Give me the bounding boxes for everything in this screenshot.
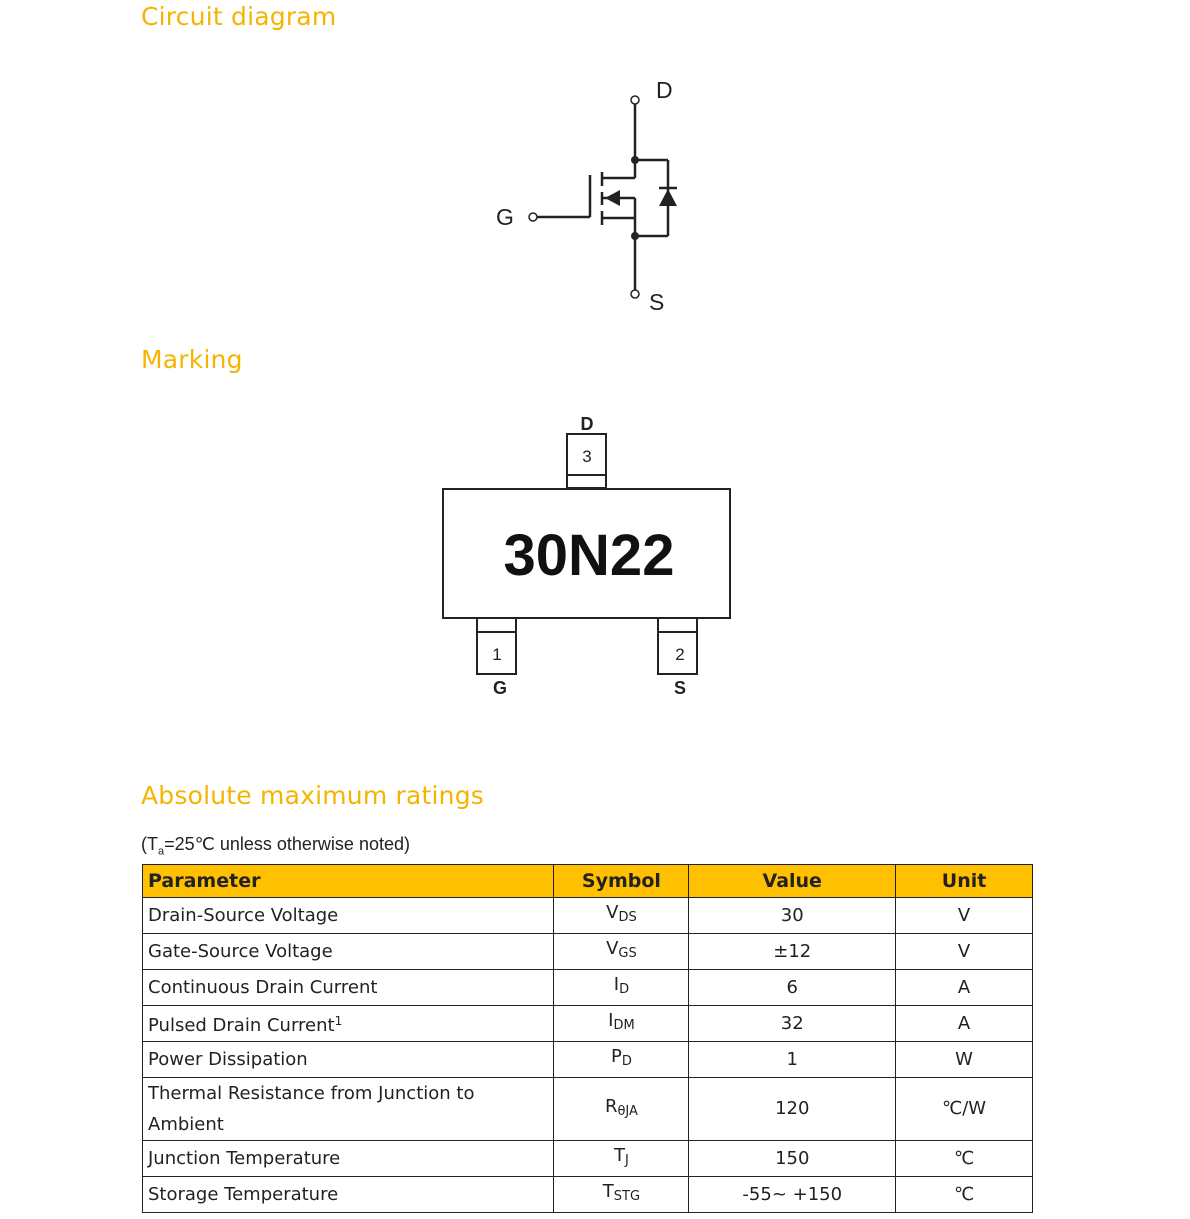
table-row (143, 1042, 1033, 1078)
row-value: 6 (689, 970, 896, 1006)
row-value: 150 (689, 1141, 896, 1177)
row-symbol: $T_{STG}$ (554, 1177, 689, 1213)
mosfet-schematic (480, 72, 700, 322)
row-symbol: $P_D$ (554, 1042, 689, 1078)
row-value: 120 (689, 1078, 896, 1141)
table-row (143, 970, 1033, 1006)
pin1-label: G (492, 678, 508, 698)
drain-label: D (656, 77, 673, 103)
ratings-table (142, 864, 1033, 1213)
row-unit: V (896, 934, 1033, 970)
header-value: Value (689, 865, 896, 898)
row-unit: W (896, 1042, 1033, 1078)
pin2-number: 2 (675, 645, 685, 664)
row-unit: A (896, 1006, 1033, 1042)
pin3-label: D (580, 414, 594, 434)
row-unit: ℃ (896, 1141, 1033, 1177)
row-value: 30 (689, 898, 896, 934)
table-row (143, 1177, 1033, 1213)
header-symbol: Symbol (554, 865, 689, 898)
row-symbol: $V_{DS}$ (554, 898, 689, 934)
table-row (143, 898, 1033, 934)
row-parameter: Continuous Drain Current (143, 970, 554, 1006)
row-parameter: Pulsed Drain Current$^1$ (143, 1006, 554, 1042)
row-value: -55~ +150 (689, 1177, 896, 1213)
circuit-diagram-heading: Circuit diagram (141, 2, 337, 31)
header-unit: Unit (896, 865, 1033, 898)
source-label: S (649, 289, 665, 315)
ratings-note: ($T_a=25℃$ unless otherwise noted) (141, 834, 410, 858)
row-unit: ℃/W (896, 1078, 1033, 1141)
table-row (143, 1078, 1033, 1141)
row-symbol: $I_D$ (554, 970, 689, 1006)
row-parameter: Junction Temperature (143, 1141, 554, 1177)
row-value: ±12 (689, 934, 896, 970)
row-parameter: Drain-Source Voltage (143, 898, 554, 934)
row-symbol: $V_{GS}$ (554, 934, 689, 970)
package-marking (430, 408, 760, 708)
gate-label: G (496, 204, 514, 230)
row-unit: V (896, 898, 1033, 934)
row-value: 32 (689, 1006, 896, 1042)
pin1-number: 1 (492, 645, 502, 664)
row-parameter: Storage Temperature (143, 1177, 554, 1213)
row-symbol: $I_{DM}$ (554, 1006, 689, 1042)
table-row (143, 934, 1033, 970)
row-parameter: Thermal Resistance from Junction to Ambient (143, 1078, 554, 1141)
marking-code: 30N22 (503, 523, 675, 588)
table-header-row (143, 865, 1033, 898)
ratings-heading: Absolute maximum ratings (141, 781, 485, 810)
pin2-label: S (673, 678, 687, 698)
row-symbol: $T_J$ (554, 1141, 689, 1177)
row-value: 1 (689, 1042, 896, 1078)
row-unit: ℃ (896, 1177, 1033, 1213)
table-row (143, 1141, 1033, 1177)
pin3-number: 3 (582, 447, 592, 466)
row-unit: A (896, 970, 1033, 1006)
marking-heading: Marking (141, 345, 243, 374)
row-parameter: Power Dissipation (143, 1042, 554, 1078)
row-symbol: $R_{\theta JA}$ (554, 1078, 689, 1141)
row-parameter: Gate-Source Voltage (143, 934, 554, 970)
header-parameter: Parameter (143, 865, 554, 898)
table-row (143, 1006, 1033, 1042)
